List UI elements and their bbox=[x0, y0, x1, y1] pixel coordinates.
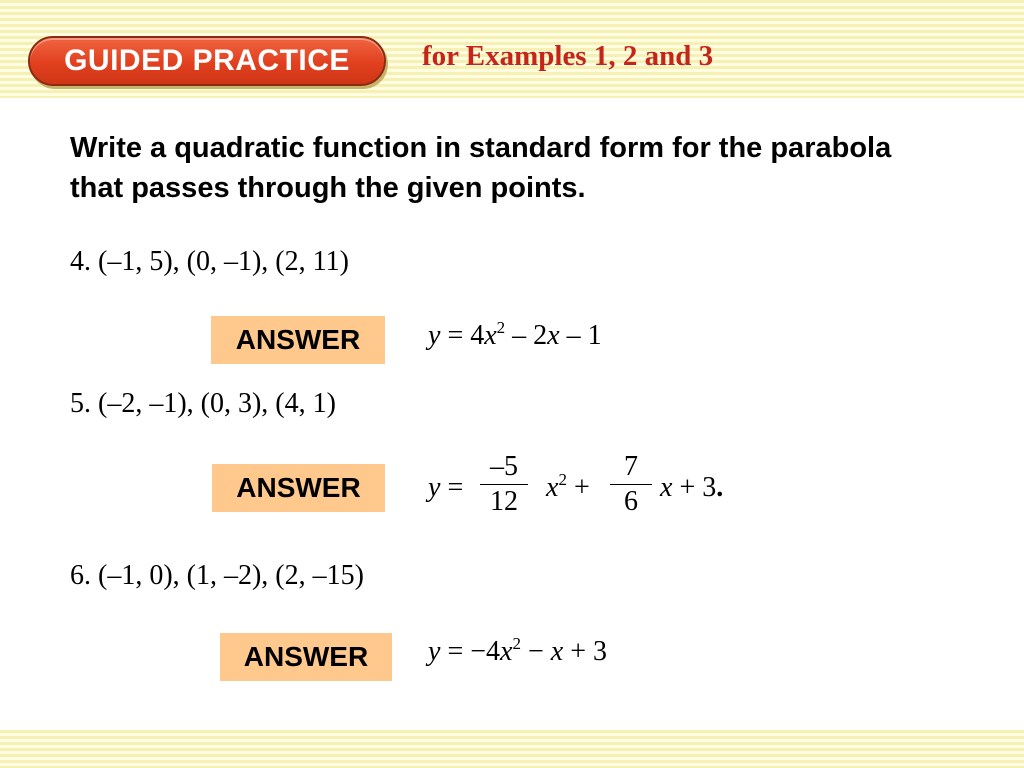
instructions-text: Write a quadratic function in standard form for the parabola that passes through the given points. bbox=[70, 132, 892, 204]
answer-equation-6: $y = -4x^2 - x + 3$ bbox=[428, 634, 607, 667]
answer-box-4: ANSWER bbox=[211, 316, 385, 364]
examples-reference: for Examples 1, 2 and 3 bbox=[422, 40, 714, 72]
problem-6: 6. (–1, 0), (1, –2), (2, –15) bbox=[70, 560, 364, 591]
fraction-coefficient-1: –5 12 bbox=[480, 452, 528, 517]
answer-equation-5-lhs: y = bbox=[428, 472, 464, 503]
problem-5: 5. (–2, –1), (0, 3), (4, 1) bbox=[70, 388, 336, 419]
answer-equation-5-term2: x + 3. bbox=[660, 472, 724, 503]
answer-box-6: ANSWER bbox=[220, 633, 392, 681]
badge-label: GUIDED PRACTICE bbox=[64, 44, 350, 77]
answer-equation-5-term1: $x^2$ + bbox=[546, 470, 590, 503]
answer-equation-4: $y = 4x^2 - 2x - 1$ bbox=[428, 318, 602, 351]
answer-box-5: ANSWER bbox=[212, 464, 385, 512]
problem-4: 4. (–1, 5), (0, –1), (2, 11) bbox=[70, 246, 349, 277]
fraction-coefficient-2: 7 6 bbox=[610, 452, 652, 517]
guided-practice-badge bbox=[28, 36, 386, 86]
footer-band bbox=[0, 730, 1024, 768]
